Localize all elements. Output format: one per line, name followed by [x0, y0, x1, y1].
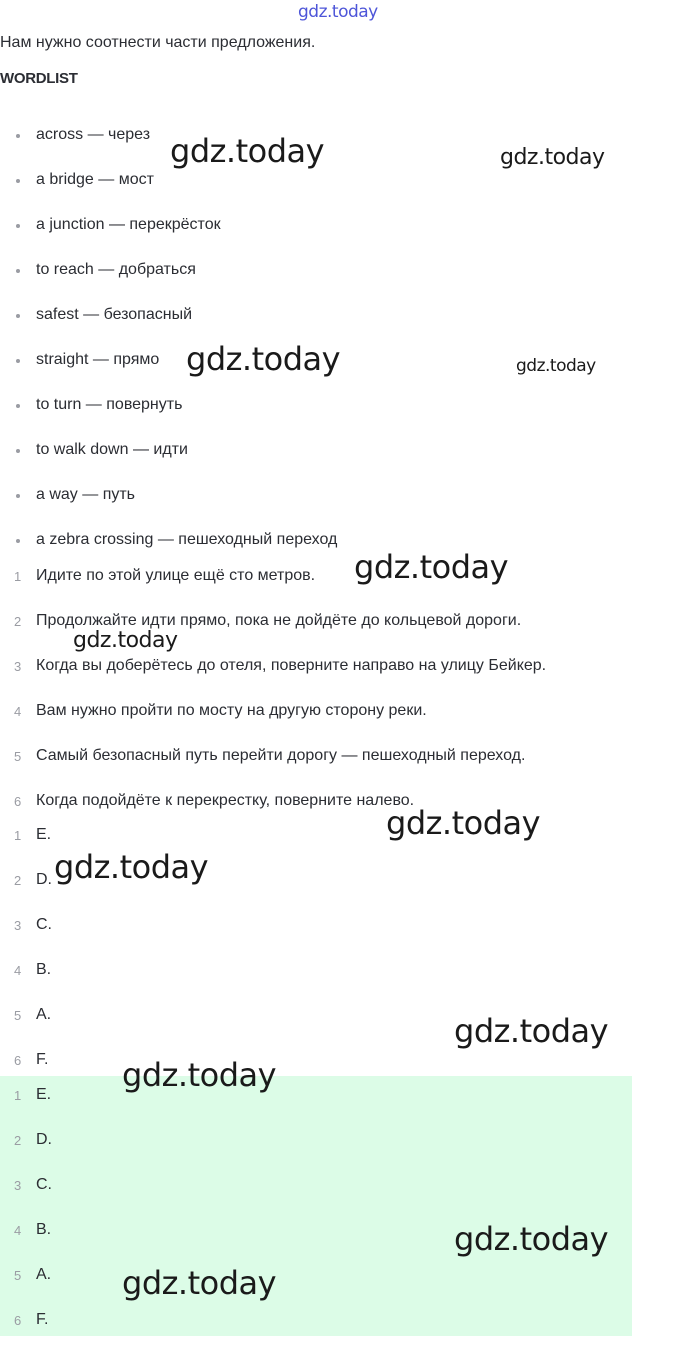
answer-highlight-box — [0, 1076, 632, 1336]
bullet-icon — [16, 449, 20, 453]
bullet-icon — [16, 224, 20, 228]
watermark: gdz.today — [186, 340, 341, 378]
watermark: gdz.today — [73, 628, 178, 653]
watermark: gdz.today — [500, 145, 605, 170]
watermark: gdz.today — [454, 1220, 609, 1258]
top-watermark: gdz.today — [298, 2, 378, 22]
bullet-icon — [16, 134, 20, 138]
watermark: gdz.today — [516, 356, 596, 376]
wordlist-heading: WORDLIST — [0, 70, 78, 87]
watermark: gdz.today — [54, 848, 209, 886]
bullet-icon — [16, 314, 20, 318]
bullet-icon — [16, 494, 20, 498]
bullet-icon — [16, 404, 20, 408]
bullet-icon — [16, 269, 20, 273]
bullet-icon — [16, 359, 20, 363]
bullet-icon — [16, 539, 20, 543]
watermark: gdz.today — [386, 804, 541, 842]
watermark: gdz.today — [354, 548, 509, 586]
intro-text: Нам нужно соотнести части предложения. — [0, 34, 316, 51]
watermark: gdz.today — [454, 1012, 609, 1050]
bullet-icon — [16, 179, 20, 183]
watermark: gdz.today — [170, 132, 325, 170]
watermark: gdz.today — [122, 1056, 277, 1094]
watermark: gdz.today — [122, 1264, 277, 1302]
